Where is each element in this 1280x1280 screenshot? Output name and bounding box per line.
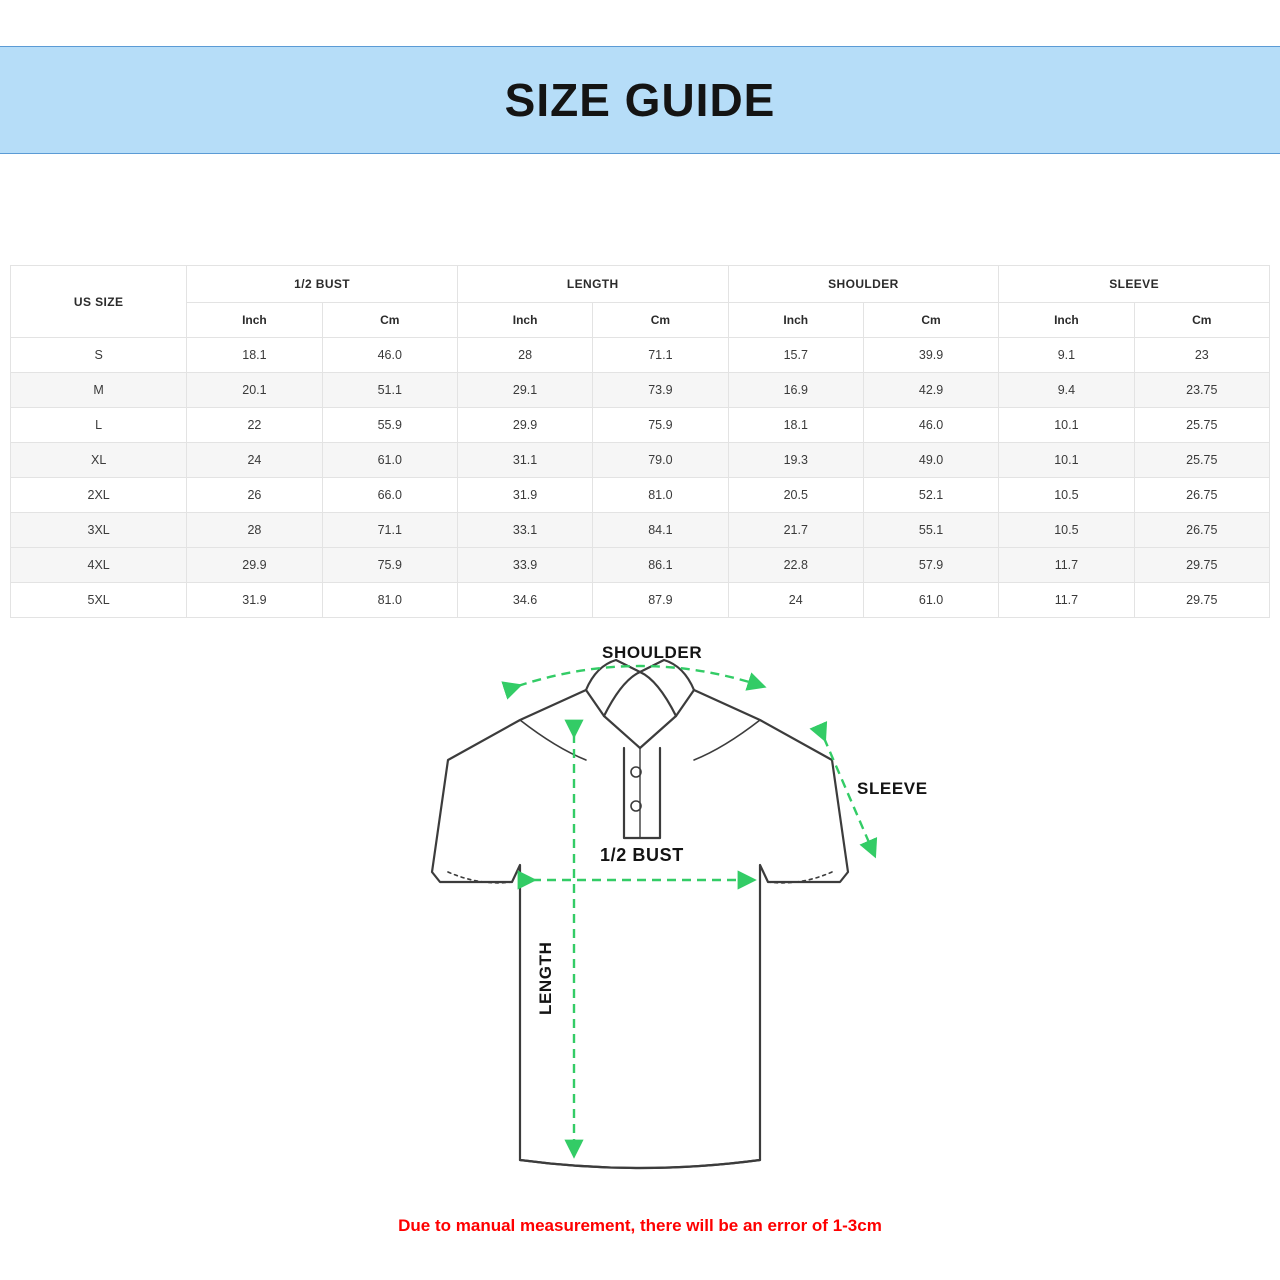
cell-sleeve-cm: 23.75 bbox=[1134, 373, 1269, 408]
cell-shoulder-inch: 21.7 bbox=[728, 513, 863, 548]
polo-shirt-illustration bbox=[0, 620, 1280, 1210]
cell-length-cm: 84.1 bbox=[593, 513, 728, 548]
cell-shoulder-cm: 46.0 bbox=[863, 408, 998, 443]
cell-length-inch: 33.1 bbox=[457, 513, 592, 548]
table-row bbox=[11, 443, 1270, 478]
cell-shoulder-cm: 61.0 bbox=[863, 583, 998, 618]
cell-sleeve-inch: 10.5 bbox=[999, 478, 1134, 513]
page-title: SIZE GUIDE bbox=[504, 74, 776, 126]
table-row bbox=[11, 373, 1270, 408]
cell-size: 4XL bbox=[11, 548, 187, 583]
cell-shoulder-cm: 55.1 bbox=[863, 513, 998, 548]
cell-shoulder-inch: 15.7 bbox=[728, 338, 863, 373]
unit-header-sleeve-cm: Cm bbox=[1134, 303, 1269, 338]
cell-sleeve-inch: 9.4 bbox=[999, 373, 1134, 408]
cell-shoulder-inch: 22.8 bbox=[728, 548, 863, 583]
size-guide-banner bbox=[0, 46, 1280, 154]
cell-shoulder-cm: 42.9 bbox=[863, 373, 998, 408]
cell-shoulder-inch: 19.3 bbox=[728, 443, 863, 478]
cell-sleeve-cm: 25.75 bbox=[1134, 408, 1269, 443]
cell-length-cm: 87.9 bbox=[593, 583, 728, 618]
cell-sleeve-cm: 25.75 bbox=[1134, 443, 1269, 478]
table-body bbox=[11, 338, 1270, 618]
cell-bust-cm: 51.1 bbox=[322, 373, 457, 408]
shoulder-measure-arrow bbox=[518, 666, 762, 686]
table-row bbox=[11, 583, 1270, 618]
cell-sleeve-inch: 11.7 bbox=[999, 548, 1134, 583]
cell-size: 2XL bbox=[11, 478, 187, 513]
cell-sleeve-inch: 11.7 bbox=[999, 583, 1134, 618]
label-shoulder: SHOULDER bbox=[602, 643, 703, 662]
cell-bust-inch: 28 bbox=[187, 513, 322, 548]
size-table-container bbox=[10, 265, 1270, 618]
column-header-shoulder: SHOULDER bbox=[728, 266, 999, 303]
cell-sleeve-cm: 26.75 bbox=[1134, 513, 1269, 548]
cell-sleeve-cm: 29.75 bbox=[1134, 583, 1269, 618]
cell-length-cm: 79.0 bbox=[593, 443, 728, 478]
cell-size: M bbox=[11, 373, 187, 408]
cell-sleeve-cm: 29.75 bbox=[1134, 548, 1269, 583]
cell-bust-cm: 46.0 bbox=[322, 338, 457, 373]
cell-length-inch: 29.1 bbox=[457, 373, 592, 408]
label-half-bust: 1/2 BUST bbox=[600, 845, 684, 865]
cell-shoulder-inch: 24 bbox=[728, 583, 863, 618]
unit-header-bust-cm: Cm bbox=[322, 303, 457, 338]
cell-size: 3XL bbox=[11, 513, 187, 548]
cell-shoulder-cm: 39.9 bbox=[863, 338, 998, 373]
cell-size: L bbox=[11, 408, 187, 443]
table-group-header-row bbox=[11, 266, 1270, 303]
table-unit-header-row bbox=[11, 303, 1270, 338]
cell-bust-cm: 61.0 bbox=[322, 443, 457, 478]
size-table bbox=[10, 265, 1270, 618]
cell-length-cm: 75.9 bbox=[593, 408, 728, 443]
cell-length-inch: 31.1 bbox=[457, 443, 592, 478]
cell-sleeve-cm: 23 bbox=[1134, 338, 1269, 373]
cell-shoulder-cm: 57.9 bbox=[863, 548, 998, 583]
cell-bust-inch: 26 bbox=[187, 478, 322, 513]
cell-shoulder-inch: 20.5 bbox=[728, 478, 863, 513]
cell-shoulder-cm: 52.1 bbox=[863, 478, 998, 513]
cell-bust-inch: 22 bbox=[187, 408, 322, 443]
cell-length-inch: 33.9 bbox=[457, 548, 592, 583]
cell-sleeve-inch: 10.1 bbox=[999, 443, 1134, 478]
cell-bust-cm: 75.9 bbox=[322, 548, 457, 583]
label-sleeve: SLEEVE bbox=[857, 779, 928, 798]
cell-length-inch: 28 bbox=[457, 338, 592, 373]
table-row bbox=[11, 338, 1270, 373]
cell-length-inch: 31.9 bbox=[457, 478, 592, 513]
cell-bust-cm: 71.1 bbox=[322, 513, 457, 548]
table-row bbox=[11, 513, 1270, 548]
cell-length-inch: 34.6 bbox=[457, 583, 592, 618]
table-row bbox=[11, 478, 1270, 513]
cell-shoulder-cm: 49.0 bbox=[863, 443, 998, 478]
cell-length-cm: 73.9 bbox=[593, 373, 728, 408]
label-length: LENGTH bbox=[536, 941, 555, 1015]
table-row bbox=[11, 408, 1270, 443]
cell-bust-cm: 66.0 bbox=[322, 478, 457, 513]
unit-header-sleeve-inch: Inch bbox=[999, 303, 1134, 338]
cell-shoulder-inch: 16.9 bbox=[728, 373, 863, 408]
cell-sleeve-inch: 10.5 bbox=[999, 513, 1134, 548]
cell-bust-cm: 81.0 bbox=[322, 583, 457, 618]
cell-bust-inch: 24 bbox=[187, 443, 322, 478]
cell-sleeve-cm: 26.75 bbox=[1134, 478, 1269, 513]
column-header-length: LENGTH bbox=[457, 266, 728, 303]
cell-length-cm: 81.0 bbox=[593, 478, 728, 513]
unit-header-bust-inch: Inch bbox=[187, 303, 322, 338]
cell-bust-inch: 31.9 bbox=[187, 583, 322, 618]
column-header-sleeve: SLEEVE bbox=[999, 266, 1270, 303]
cell-size: 5XL bbox=[11, 583, 187, 618]
cell-bust-cm: 55.9 bbox=[322, 408, 457, 443]
cell-bust-inch: 20.1 bbox=[187, 373, 322, 408]
cell-length-cm: 86.1 bbox=[593, 548, 728, 583]
table-row bbox=[11, 548, 1270, 583]
unit-header-length-inch: Inch bbox=[457, 303, 592, 338]
unit-header-shoulder-inch: Inch bbox=[728, 303, 863, 338]
table-head bbox=[11, 266, 1270, 338]
cell-sleeve-inch: 9.1 bbox=[999, 338, 1134, 373]
cell-shoulder-inch: 18.1 bbox=[728, 408, 863, 443]
cell-sleeve-inch: 10.1 bbox=[999, 408, 1134, 443]
cell-bust-inch: 29.9 bbox=[187, 548, 322, 583]
cell-bust-inch: 18.1 bbox=[187, 338, 322, 373]
measurement-diagram bbox=[0, 620, 1280, 1210]
unit-header-length-cm: Cm bbox=[593, 303, 728, 338]
cell-size: S bbox=[11, 338, 187, 373]
cell-size: XL bbox=[11, 443, 187, 478]
unit-header-shoulder-cm: Cm bbox=[863, 303, 998, 338]
column-header-us-size: US SIZE bbox=[11, 266, 187, 338]
cell-length-inch: 29.9 bbox=[457, 408, 592, 443]
column-header-half-bust: 1/2 BUST bbox=[187, 266, 458, 303]
cell-length-cm: 71.1 bbox=[593, 338, 728, 373]
measurement-disclaimer: Due to manual measurement, there will be an error of 1-3cm bbox=[398, 1216, 882, 1235]
